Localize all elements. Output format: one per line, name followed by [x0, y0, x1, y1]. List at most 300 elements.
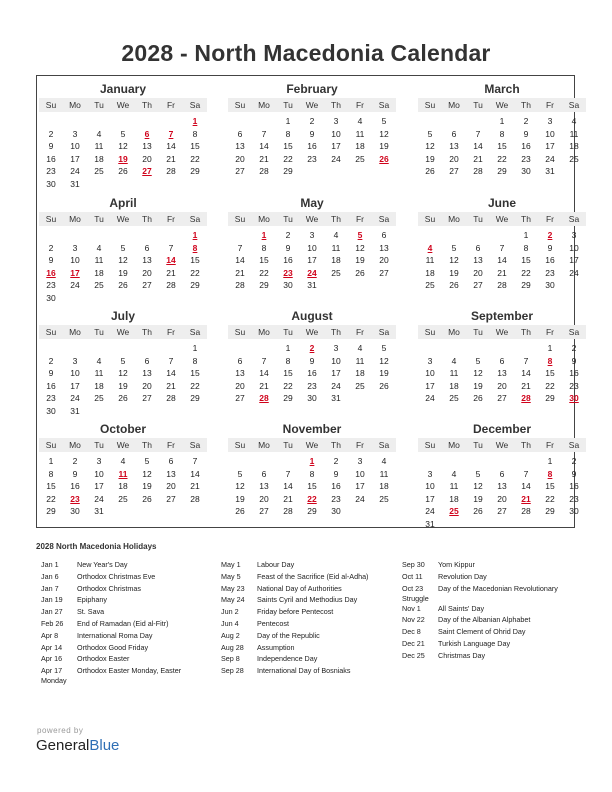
day-cell: 19 — [118, 267, 128, 278]
day-cell: 23 — [46, 280, 56, 290]
weekday-label: Sa — [189, 327, 201, 337]
weekday-label: Su — [45, 440, 57, 450]
weekday-label: Sa — [378, 327, 390, 337]
weekday-label: Th — [331, 214, 341, 224]
day-cell: 7 — [285, 468, 291, 479]
day-cell: 15 — [259, 255, 269, 265]
day-cell: 28 — [259, 166, 269, 176]
weekday-label: Mo — [69, 100, 81, 110]
holiday-name: Friday before Pentecost — [257, 607, 334, 617]
day-cell: 11 — [94, 255, 104, 265]
day-cell: 11 — [331, 242, 341, 253]
day-cell: 4 — [120, 456, 126, 466]
day-cell: 18 — [94, 380, 104, 391]
holiday-date: Jan 19 — [41, 595, 63, 605]
day-cell: 9 — [48, 255, 54, 265]
day-cell: 3 — [333, 116, 339, 126]
day-cell: 9 — [48, 368, 54, 378]
day-cell: 7 — [523, 355, 529, 366]
day-cell: 19 — [379, 141, 389, 151]
day-cell: 20 — [235, 153, 245, 164]
day-cell: 14 — [259, 368, 269, 378]
day-cell: 6 — [261, 468, 267, 479]
day-cell: 12 — [379, 128, 389, 139]
day-cell: 21 — [166, 153, 176, 164]
day-cell: 18 — [331, 255, 341, 265]
holiday-name: Pentecost — [257, 619, 289, 628]
day-cell: 24 — [331, 380, 341, 391]
weekday-label: Su — [234, 440, 246, 450]
weekday-label: Sa — [568, 440, 580, 450]
weekday-label: Tu — [283, 100, 293, 110]
weekday-label: Th — [521, 327, 531, 337]
day-cell: 22 — [497, 153, 507, 164]
day-cell: 30 — [46, 292, 56, 303]
day-cell: 29 — [259, 280, 269, 290]
brand-part-2: Blue — [89, 737, 120, 754]
holiday-day-cell: 23 — [70, 493, 80, 504]
weekday-label: Th — [142, 100, 152, 110]
day-cell: 16 — [70, 481, 80, 491]
day-cell: 11 — [449, 481, 459, 491]
day-cell: 21 — [259, 153, 269, 164]
holiday-day-cell: 1 — [192, 230, 198, 240]
day-cell: 17 — [425, 380, 435, 391]
weekday-label: Th — [331, 440, 341, 450]
day-cell: 7 — [168, 242, 174, 253]
holiday-name: Assumption — [257, 642, 295, 652]
holiday-name: St. Sava — [77, 607, 105, 617]
holiday-date: May 24 — [221, 595, 245, 605]
day-cell: 17 — [569, 255, 579, 265]
month-december — [418, 422, 586, 530]
day-cell: 30 — [545, 280, 555, 290]
day-cell: 28 — [283, 506, 293, 516]
month-august — [228, 309, 396, 417]
holiday-date: Aug 28 — [221, 642, 244, 652]
day-cell: 26 — [379, 380, 389, 391]
holiday-name: Orthodox Easter Monday, Easter — [77, 666, 182, 676]
day-cell: 10 — [307, 242, 317, 253]
day-cell: 15 — [307, 481, 317, 491]
day-cell: 21 — [235, 267, 245, 278]
day-cell: 13 — [473, 255, 483, 265]
day-cell: 2 — [333, 456, 339, 466]
day-cell: 15 — [545, 481, 555, 491]
month-february — [228, 82, 396, 190]
day-cell: 25 — [379, 493, 389, 504]
day-cell: 3 — [427, 355, 433, 366]
day-cell: 14 — [190, 468, 200, 479]
weekday-label: We — [116, 327, 130, 337]
month-june — [418, 196, 586, 304]
weekday-label: Mo — [258, 100, 270, 110]
day-cell: 4 — [96, 242, 102, 253]
holiday-day-cell: 30 — [569, 393, 579, 403]
day-cell: 10 — [70, 255, 80, 265]
holiday-name: Day of the Macedonian Revolutionary — [438, 583, 558, 593]
holiday-day-cell: 4 — [427, 242, 433, 253]
month-name: January — [99, 82, 147, 96]
holiday-name: New Year's Day — [77, 560, 128, 569]
weekday-label: Mo — [448, 327, 460, 337]
day-cell: 12 — [118, 368, 128, 378]
day-cell: 25 — [331, 267, 341, 278]
weekday-label: Sa — [189, 214, 201, 224]
day-cell: 8 — [261, 242, 267, 253]
day-cell: 27 — [379, 267, 389, 278]
holiday-name: Independence Day — [257, 654, 318, 664]
day-cell: 24 — [355, 493, 365, 504]
holiday-entry — [221, 631, 396, 641]
holiday-name: Orthodox Christmas Eve — [77, 571, 156, 581]
day-cell: 10 — [545, 128, 555, 139]
month-name: December — [472, 422, 532, 436]
weekday-label: Tu — [473, 100, 483, 110]
day-cell: 19 — [355, 255, 365, 265]
holiday-day-cell: 8 — [547, 355, 553, 366]
day-cell: 29 — [283, 166, 293, 176]
day-cell: 30 — [307, 393, 317, 403]
day-cell: 11 — [355, 355, 365, 366]
day-cell: 24 — [70, 393, 80, 403]
day-cell: 1 — [48, 456, 54, 466]
holiday-day-cell: 26 — [379, 153, 389, 164]
weekday-label: Fr — [355, 440, 365, 450]
weekday-header — [418, 98, 586, 112]
day-cell: 26 — [473, 393, 483, 403]
day-cell: 28 — [235, 280, 245, 290]
weekday-label: Mo — [69, 327, 81, 337]
day-cell: 20 — [142, 267, 152, 278]
day-cell: 1 — [547, 343, 553, 353]
holiday-entry — [41, 572, 211, 582]
holiday-date: Sep 30 — [402, 560, 425, 569]
day-cell: 11 — [94, 141, 104, 151]
calendar-grid — [36, 75, 580, 529]
weekday-label: Th — [142, 214, 152, 224]
day-cell: 6 — [451, 128, 457, 139]
day-cell: 13 — [449, 141, 459, 151]
weekday-label: Mo — [258, 214, 270, 224]
day-cell: 19 — [473, 380, 483, 391]
weekday-label: We — [495, 440, 509, 450]
holiday-day-cell: 2 — [547, 230, 553, 240]
holiday-day-cell: 21 — [521, 493, 531, 504]
holidays-heading: 2028 North Macedonia Holidays — [36, 542, 157, 551]
holiday-entry — [402, 639, 577, 649]
weekday-label: Su — [424, 214, 436, 224]
day-cell: 19 — [379, 368, 389, 378]
day-cell: 25 — [355, 380, 365, 391]
month-name: August — [291, 309, 333, 323]
weekday-label: Fr — [545, 214, 555, 224]
weekday-label: Sa — [378, 214, 390, 224]
day-cell: 22 — [259, 267, 269, 278]
holiday-date: May 1 — [221, 560, 241, 569]
day-cell: 5 — [427, 128, 433, 139]
holiday-day-cell: 28 — [521, 393, 531, 403]
day-cell: 10 — [94, 468, 104, 479]
holiday-entry — [402, 615, 577, 625]
day-cell: 10 — [331, 128, 341, 139]
day-cell: 4 — [451, 355, 457, 366]
month-september — [418, 309, 586, 417]
day-cell: 14 — [235, 255, 245, 265]
month-name: May — [300, 196, 324, 210]
day-cell: 9 — [309, 128, 315, 139]
day-cell: 2 — [523, 116, 529, 126]
day-cell: 22 — [283, 153, 293, 164]
day-cell: 14 — [259, 141, 269, 151]
day-cell: 18 — [449, 380, 459, 391]
day-cell: 16 — [569, 481, 579, 491]
weekday-label: Tu — [473, 214, 483, 224]
holiday-day-cell: 11 — [118, 468, 128, 479]
weekday-label: Su — [234, 100, 246, 110]
day-cell: 5 — [120, 242, 126, 253]
day-cell: 15 — [521, 255, 531, 265]
day-cell: 10 — [331, 355, 341, 366]
weekday-label: Th — [521, 214, 531, 224]
day-cell: 28 — [521, 506, 531, 516]
day-cell: 29 — [46, 506, 56, 516]
holiday-entry — [402, 572, 577, 582]
holiday-entry — [41, 595, 211, 605]
day-cell: 8 — [285, 355, 291, 366]
weekday-label: Mo — [258, 327, 270, 337]
weekday-label: We — [116, 100, 130, 110]
weekday-header — [228, 212, 396, 226]
brand-logo[interactable] — [36, 737, 119, 754]
day-cell: 19 — [473, 493, 483, 504]
day-cell: 2 — [571, 456, 577, 466]
day-cell: 26 — [118, 280, 128, 290]
day-cell: 26 — [355, 267, 365, 278]
holiday-entry — [41, 584, 211, 594]
day-cell: 16 — [521, 141, 531, 151]
day-cell: 22 — [190, 153, 200, 164]
holiday-name: Saint Clement of Ohrid Day — [438, 627, 526, 637]
day-cell: 27 — [473, 280, 483, 290]
day-cell: 7 — [237, 242, 243, 253]
day-cell: 13 — [142, 141, 152, 151]
weekday-label: Tu — [473, 440, 483, 450]
day-cell: 18 — [355, 141, 365, 151]
day-cell: 23 — [331, 493, 341, 504]
day-cell: 16 — [307, 368, 317, 378]
weekday-label: Fr — [355, 214, 365, 224]
day-cell: 23 — [569, 380, 579, 391]
holiday-entry — [221, 619, 396, 629]
holiday-day-cell: 27 — [142, 166, 152, 176]
day-cell: 22 — [46, 493, 56, 504]
day-cell: 5 — [475, 468, 481, 479]
day-cell: 11 — [449, 368, 459, 378]
weekday-label: Su — [424, 440, 436, 450]
day-cell: 29 — [283, 393, 293, 403]
day-cell: 28 — [166, 166, 176, 176]
day-cell: 3 — [72, 355, 78, 366]
holiday-day-cell: 8 — [192, 242, 198, 253]
day-cell: 19 — [235, 493, 245, 504]
day-cell: 25 — [425, 280, 435, 290]
holiday-name: Christmas Day — [438, 650, 486, 660]
holiday-name-continued: Struggle — [402, 593, 429, 603]
holiday-date: Sep 28 — [221, 666, 244, 676]
day-cell: 15 — [190, 368, 200, 378]
holiday-entry — [221, 595, 396, 605]
day-cell: 21 — [166, 267, 176, 278]
day-cell: 10 — [425, 481, 435, 491]
day-cell: 13 — [142, 368, 152, 378]
holiday-date: May 5 — [221, 571, 241, 581]
day-cell: 23 — [569, 493, 579, 504]
holiday-entry — [41, 631, 211, 641]
day-cell: 15 — [190, 141, 200, 151]
day-cell: 11 — [425, 255, 435, 265]
day-cell: 21 — [190, 481, 200, 491]
day-cell: 1 — [523, 230, 529, 240]
holiday-name: Orthodox Easter — [77, 654, 130, 664]
day-cell: 10 — [569, 242, 579, 253]
day-cell: 3 — [571, 230, 577, 240]
weekday-header — [228, 325, 396, 339]
day-cell: 17 — [94, 481, 104, 491]
holiday-date: Dec 8 — [402, 627, 421, 637]
day-cell: 19 — [142, 481, 152, 491]
day-cell: 4 — [333, 230, 339, 240]
day-cell: 7 — [168, 355, 174, 366]
holiday-day-cell: 16 — [46, 267, 56, 278]
day-cell: 2 — [571, 343, 577, 353]
day-cell: 5 — [381, 343, 387, 353]
day-cell: 20 — [166, 481, 176, 491]
day-cell: 30 — [46, 178, 56, 189]
day-cell: 22 — [190, 380, 200, 391]
month-november — [228, 422, 396, 530]
day-cell: 20 — [142, 380, 152, 391]
holiday-day-cell: 17 — [70, 267, 80, 278]
day-cell: 20 — [497, 380, 507, 391]
day-cell: 11 — [379, 468, 389, 479]
holiday-name: International Roma Day — [77, 630, 153, 640]
day-cell: 14 — [521, 481, 531, 491]
weekday-label: Sa — [378, 440, 390, 450]
weekday-label: Mo — [448, 440, 460, 450]
day-cell: 27 — [497, 393, 507, 403]
weekday-label: Mo — [69, 440, 81, 450]
day-cell: 11 — [355, 128, 365, 139]
day-cell: 1 — [192, 343, 198, 353]
weekday-label: Tu — [94, 214, 104, 224]
day-cell: 26 — [118, 166, 128, 176]
holiday-date: Feb 26 — [41, 619, 64, 628]
holiday-entry — [221, 607, 396, 617]
day-cell: 9 — [523, 128, 529, 139]
day-cell: 23 — [521, 153, 531, 164]
day-cell: 4 — [357, 116, 363, 126]
weekday-label: Fr — [545, 327, 555, 337]
day-cell: 16 — [46, 153, 56, 164]
holiday-day-cell: 6 — [144, 128, 150, 139]
day-cell: 9 — [547, 242, 553, 253]
day-cell: 3 — [357, 456, 363, 466]
day-cell: 20 — [259, 493, 269, 504]
holiday-entry — [402, 560, 577, 570]
day-cell: 3 — [72, 128, 78, 139]
month-name: September — [470, 309, 534, 323]
day-cell: 17 — [70, 153, 80, 164]
day-cell: 30 — [569, 506, 579, 516]
month-name: October — [99, 422, 146, 436]
weekday-label: Th — [331, 327, 341, 337]
day-cell: 30 — [46, 405, 56, 416]
day-cell: 6 — [381, 230, 387, 240]
day-cell: 14 — [166, 141, 176, 151]
page-title: 2028 - North Macedonia Calendar — [121, 40, 491, 66]
day-cell: 13 — [497, 368, 507, 378]
day-cell: 9 — [333, 468, 339, 479]
weekday-label: Tu — [283, 214, 293, 224]
day-cell: 29 — [307, 506, 317, 516]
weekday-label: Sa — [378, 100, 390, 110]
holiday-day-cell: 24 — [307, 267, 317, 278]
month-march — [418, 82, 586, 190]
weekday-label: Su — [45, 100, 57, 110]
day-cell: 27 — [235, 166, 245, 176]
weekday-label: We — [116, 214, 130, 224]
holiday-day-cell: 7 — [168, 128, 174, 139]
day-cell: 4 — [96, 355, 102, 366]
day-cell: 13 — [497, 481, 507, 491]
day-cell: 15 — [283, 368, 293, 378]
holiday-day-cell: 5 — [357, 230, 363, 240]
weekday-header — [418, 325, 586, 339]
day-cell: 19 — [449, 267, 459, 278]
day-cell: 17 — [425, 493, 435, 504]
day-cell: 12 — [473, 481, 483, 491]
holiday-date: Aug 2 — [221, 630, 240, 640]
day-cell: 18 — [355, 368, 365, 378]
day-cell: 23 — [307, 380, 317, 391]
day-cell: 11 — [569, 128, 579, 139]
holiday-name: Day of the Albanian Alphabet — [438, 615, 531, 625]
day-cell: 17 — [545, 141, 555, 151]
holiday-entry — [221, 560, 396, 570]
day-cell: 22 — [521, 267, 531, 278]
day-cell: 31 — [70, 405, 80, 416]
weekday-label: Su — [45, 214, 57, 224]
day-cell: 9 — [571, 355, 577, 366]
holiday-date: Dec 25 — [402, 650, 425, 660]
holiday-date: Jan 1 — [41, 560, 59, 569]
weekday-label: Su — [45, 327, 57, 337]
day-cell: 26 — [425, 166, 435, 176]
weekday-label: Tu — [473, 327, 483, 337]
day-cell: 20 — [235, 380, 245, 391]
day-cell: 25 — [94, 393, 104, 403]
day-cell: 24 — [331, 153, 341, 164]
month-name: February — [286, 82, 338, 96]
weekday-header — [228, 98, 396, 112]
day-cell: 14 — [283, 481, 293, 491]
day-cell: 4 — [96, 128, 102, 139]
day-cell: 26 — [449, 280, 459, 290]
month-name: April — [109, 196, 137, 210]
month-name: November — [282, 422, 342, 436]
day-cell: 1 — [499, 116, 505, 126]
